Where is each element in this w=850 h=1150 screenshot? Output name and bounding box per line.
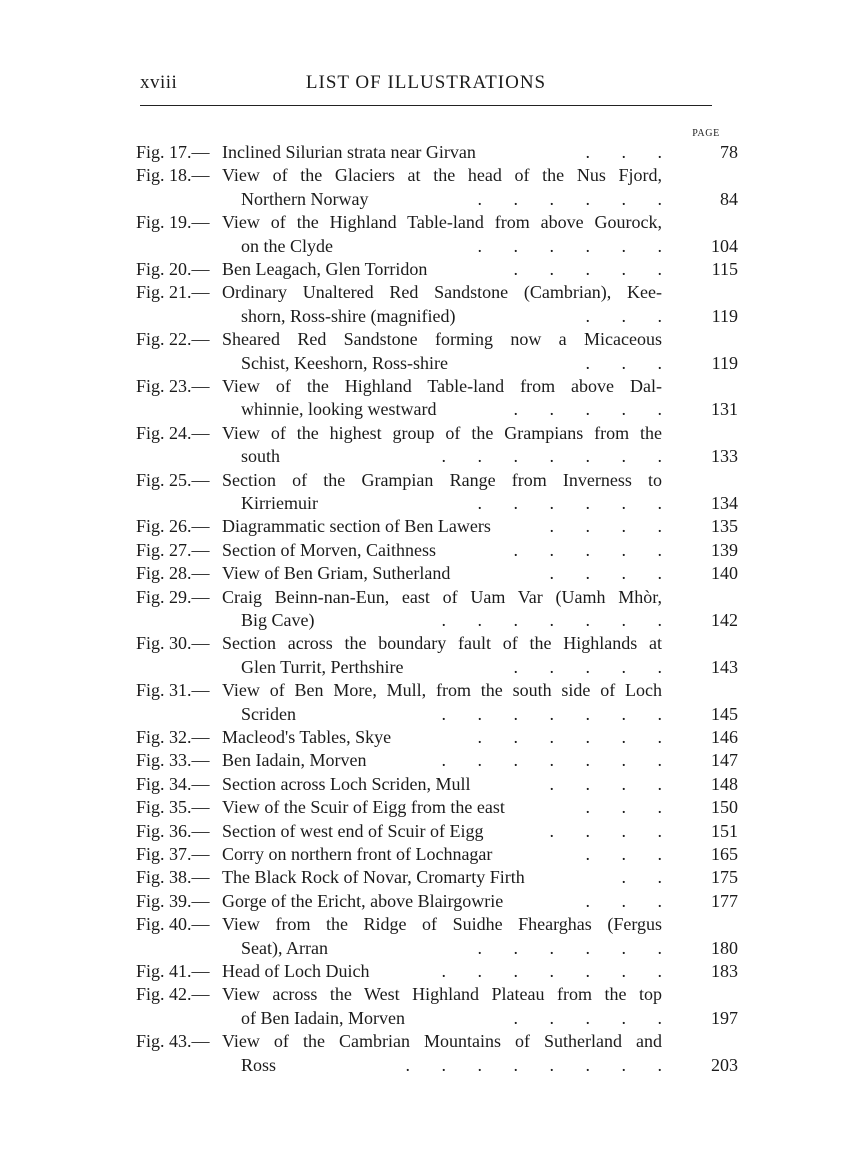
page-column-label: PAGE <box>692 128 720 139</box>
list-entry-line <box>0 725 850 749</box>
leader-dots: . . . . <box>549 820 662 841</box>
figure-number: Fig. 20.— <box>136 259 210 279</box>
leader-dots: . . . . . <box>513 399 662 420</box>
page-reference: 115 <box>711 259 738 279</box>
figure-caption: Glen Turrit, Perthshire <box>241 656 404 677</box>
page-reference: 84 <box>720 188 738 209</box>
figure-caption: whinnie, looking westward <box>241 399 437 420</box>
list-entry-line <box>0 748 850 772</box>
page-reference: 78 <box>720 142 738 162</box>
list-entry-line <box>0 538 850 562</box>
figure-caption: Craig Beinn-nan-Eun, east of Uam Var (Uamh Mhòr, <box>222 586 662 607</box>
page-reference: 135 <box>711 516 738 537</box>
figure-caption: on the Clyde <box>241 235 333 256</box>
figure-number: Fig. 34.— <box>136 773 210 794</box>
list-entry-line <box>0 655 850 679</box>
figure-caption: Inclined Silurian strata near Girvan <box>222 142 476 162</box>
leader-dots: . . . . . <box>513 1007 662 1028</box>
list-entry-line <box>0 1029 850 1053</box>
figure-caption: south <box>241 446 281 467</box>
leader-dots: . . . <box>585 352 662 373</box>
leader-dots: . . . <box>585 844 662 864</box>
figure-caption: The Black Rock of Novar, Cromarty Firth <box>222 867 525 888</box>
list-entry-line <box>0 585 850 609</box>
leader-dots: . . . . . <box>513 539 662 560</box>
figure-caption: Big Cave) <box>241 610 315 630</box>
list-entry-line <box>0 351 850 375</box>
figure-caption: View of the Scuir of Eigg from the east <box>222 797 505 818</box>
leader-dots: . . . <box>585 797 662 818</box>
figure-number: Fig. 24.— <box>136 422 210 443</box>
figure-caption: View of the Cambrian Mountains of Sutherland and <box>222 1031 662 1052</box>
leader-dots: . . . <box>585 890 662 911</box>
figure-caption: Scriden <box>241 703 296 724</box>
figure-caption: Sheared Red Sandstone forming now a Micaceous <box>222 329 662 350</box>
list-entry-line <box>0 210 850 234</box>
figure-caption: View of Ben More, Mull, from the south side of Loch <box>222 680 662 701</box>
figure-number: Fig. 36.— <box>136 820 210 841</box>
list-entry-line <box>0 327 850 351</box>
figure-number: Fig. 38.— <box>136 867 210 888</box>
page-reference: 133 <box>711 446 738 467</box>
page-reference: 143 <box>711 656 738 677</box>
leader-dots: . . . . . <box>513 656 662 677</box>
figure-number: Fig. 23.— <box>136 376 210 396</box>
leader-dots: . . . . . . . <box>441 610 662 630</box>
figure-number: Fig. 42.— <box>136 984 210 1005</box>
figure-number: Fig. 41.— <box>136 961 210 981</box>
figure-caption: Section of Morven, Caithness <box>222 539 436 560</box>
figure-caption: Ross <box>241 1054 277 1075</box>
list-entry-line <box>0 561 850 585</box>
list-entry-line <box>0 444 850 468</box>
figure-caption: Head of Loch Duich <box>222 961 370 981</box>
leader-dots: . . . . . . . <box>441 446 662 467</box>
figure-number: Fig. 28.— <box>136 563 210 584</box>
list-entry-line <box>0 1006 850 1030</box>
list-entry-line <box>0 795 850 819</box>
leader-dots: . . . . <box>549 563 662 584</box>
figure-number: Fig. 31.— <box>136 680 210 701</box>
figure-caption: Kirriemuir <box>241 493 318 513</box>
list-entry-line <box>0 865 850 889</box>
figure-number: Fig. 35.— <box>136 797 210 818</box>
list-entry-line <box>0 842 850 866</box>
figure-number: Fig. 22.— <box>136 329 210 350</box>
figure-caption: View of the Glaciers at the head of the Nus Fjord, <box>222 165 662 186</box>
leader-dots: . . . . <box>549 773 662 794</box>
page-reference: 183 <box>711 961 738 981</box>
figure-caption: Macleod's Tables, Skye <box>222 727 392 747</box>
leader-dots: . . . . . . <box>477 235 662 256</box>
list-entry-line <box>0 234 850 258</box>
figure-number: Fig. 40.— <box>136 914 210 935</box>
figure-caption: Section across the boundary fault of the Highlands at <box>222 633 662 654</box>
figure-number: Fig. 32.— <box>136 727 210 747</box>
leader-dots: . . <box>621 867 662 888</box>
leader-dots: . . . <box>585 305 662 326</box>
list-entry-line <box>0 374 850 398</box>
list-entry-line <box>0 257 850 281</box>
page-reference: 203 <box>711 1054 738 1075</box>
figure-caption: Ben Iadain, Morven <box>222 750 367 771</box>
leader-dots: . . . . . . . . <box>405 1054 662 1075</box>
list-entry-line <box>0 631 850 655</box>
figure-caption: Northern Norway <box>241 188 369 209</box>
figure-number: Fig. 27.— <box>136 539 210 560</box>
figure-caption: Seat), Arran <box>241 937 328 958</box>
list-entry-line <box>0 936 850 960</box>
list-entry-line <box>0 772 850 796</box>
list-entry-line <box>0 702 850 726</box>
figure-caption: View of the highest group of the Grampians from the <box>222 422 662 443</box>
page-title: LIST OF ILLUSTRATIONS <box>305 72 547 93</box>
figure-number: Fig. 19.— <box>136 212 210 233</box>
figure-number: Fig. 26.— <box>136 516 210 537</box>
page-reference: 175 <box>711 867 738 888</box>
page-reference: 104 <box>711 235 738 256</box>
figure-number: Fig. 30.— <box>136 633 210 654</box>
figure-number: Fig. 17.— <box>136 142 210 162</box>
figure-caption: Ben Leagach, Glen Torridon <box>222 259 428 279</box>
list-entry-line <box>0 1053 850 1077</box>
list-entry-line <box>0 140 850 164</box>
figure-number: Fig. 21.— <box>136 282 210 303</box>
list-entry-line <box>0 163 850 187</box>
figure-caption: Schist, Keeshorn, Ross-shire <box>241 352 448 373</box>
leader-dots: . . . . . . . <box>441 703 662 724</box>
leader-dots: . . . . . . <box>477 727 662 747</box>
figure-number: Fig. 33.— <box>136 750 210 771</box>
list-entry-line <box>0 397 850 421</box>
figure-caption: shorn, Ross-shire (magnified) <box>241 305 456 326</box>
figure-number: Fig. 43.— <box>136 1031 210 1052</box>
figure-caption: View of the Highland Table-land from above Gourock, <box>222 212 662 233</box>
list-entry-line <box>0 678 850 702</box>
figure-caption: Section of west end of Scuir of Eigg <box>222 820 484 841</box>
list-entry-line <box>0 468 850 492</box>
page-reference: 147 <box>711 750 738 771</box>
leader-dots: . . . <box>585 142 662 162</box>
list-entry-line <box>0 608 850 632</box>
figure-caption: Ordinary Unaltered Red Sandstone (Cambrian), Kee- <box>222 282 662 303</box>
list-entry-line <box>0 819 850 843</box>
list-entry-line <box>0 421 850 445</box>
page-reference: 134 <box>711 493 738 513</box>
figure-caption: View across the West Highland Plateau from the top <box>222 984 662 1005</box>
page-reference: 119 <box>711 305 738 326</box>
list-entry-line <box>0 959 850 983</box>
figure-caption: of Ben Iadain, Morven <box>241 1007 405 1028</box>
page-reference: 145 <box>711 703 738 724</box>
figure-number: Fig. 39.— <box>136 890 210 911</box>
page-reference: 139 <box>711 539 738 560</box>
page-reference: 146 <box>711 727 738 747</box>
list-entry-line <box>0 280 850 304</box>
page-number: xviii <box>140 72 178 93</box>
page-reference: 131 <box>711 399 738 420</box>
figure-caption: Section of the Grampian Range from Inverness to <box>222 469 662 490</box>
page-reference: 151 <box>711 820 738 841</box>
leader-dots: . . . . <box>549 516 662 537</box>
page-reference: 180 <box>711 937 738 958</box>
page-header <box>0 64 850 100</box>
leader-dots: . . . . . . . <box>441 750 662 771</box>
figure-caption: View of the Highland Table-land from above Dal- <box>222 376 662 396</box>
page-reference: 165 <box>711 844 738 864</box>
list-entry-line <box>0 304 850 328</box>
figure-caption: Section across Loch Scriden, Mull <box>222 773 471 794</box>
figure-caption: View of Ben Griam, Sutherland <box>222 563 451 584</box>
figure-number: Fig. 37.— <box>136 844 210 864</box>
list-entry-line <box>0 889 850 913</box>
leader-dots: . . . . . . <box>477 188 662 209</box>
leader-dots: . . . . . <box>513 259 662 279</box>
leader-dots: . . . . . . <box>477 493 662 513</box>
page-reference: 148 <box>711 773 738 794</box>
page-reference: 119 <box>711 352 738 373</box>
figure-caption: Diagrammatic section of Ben Lawers <box>222 516 491 537</box>
figure-caption: Gorge of the Ericht, above Blairgowrie <box>222 890 504 911</box>
header-rule <box>140 105 712 106</box>
list-entry-line <box>0 514 850 538</box>
list-entry-line <box>0 982 850 1006</box>
leader-dots: . . . . . . . <box>441 961 662 981</box>
figure-caption: View from the Ridge of Suidhe Fhearghas (Fergus <box>222 914 662 935</box>
figure-caption: Corry on northern front of Lochnagar <box>222 844 493 864</box>
list-entry-line <box>0 491 850 515</box>
leader-dots: . . . . . . <box>477 937 662 958</box>
list-entry-line <box>0 187 850 211</box>
figure-number: Fig. 25.— <box>136 469 210 490</box>
list-entry-line <box>0 912 850 936</box>
figure-number: Fig. 29.— <box>136 586 210 607</box>
page-reference: 142 <box>711 610 738 630</box>
page-reference: 150 <box>711 797 738 818</box>
page-reference: 197 <box>711 1007 738 1028</box>
figure-number: Fig. 18.— <box>136 165 210 186</box>
page-reference: 177 <box>711 890 738 911</box>
page-reference: 140 <box>711 563 738 584</box>
